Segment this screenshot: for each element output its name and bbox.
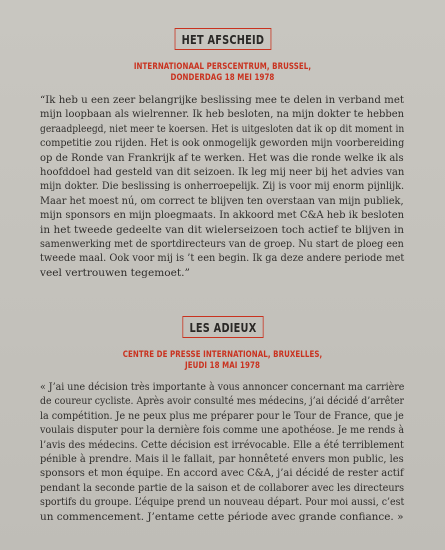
dutch-statement-line: Maar het moest nú, om correct te blijven ten overstaan van mijn publiek, xyxy=(40,194,404,207)
dutch-statement-line: mijn sponsors en mijn ploegmaats. In akkoord met C&A heb ik besloten xyxy=(40,209,405,222)
french-statement-line: pénible à prendre. Mais il le fallait, par honnêteté envers mon public, les xyxy=(40,453,404,466)
french-statement-line: l’avis des médecins. Cette décision est irrévocable. Elle a été terriblement xyxy=(40,438,404,451)
dutch-statement-line: veel vertrouwen tegemoet.” xyxy=(40,266,190,279)
french-statement-line: sportifs du groupe. L’équipe prend un nouveau départ. Pour moi aussi, c’est xyxy=(40,496,405,509)
dutch-meta-date: DONDERDAG 18 MEI 1978 xyxy=(170,73,275,83)
french-meta-location: CENTRE DE PRESSE INTERNATIONAL, BRUXELLES, xyxy=(122,350,323,360)
dutch-statement xyxy=(40,93,404,280)
dutch-heading-wrap xyxy=(0,28,445,50)
french-heading-wrap xyxy=(0,316,445,338)
dutch-statement-line: in het tweede gedeelte van dit wielerseizoen toch actief te blijven in xyxy=(40,223,405,236)
french-statement-line: « J’ai une décision très importante à vous annoncer concernant ma carrière xyxy=(40,381,405,393)
french-meta-date: JEUDI 18 MAI 1978 xyxy=(185,361,260,371)
dutch-statement-line: geraadpleegd, niet meer te koersen. Het is uitgesloten dat ik op dit moment in xyxy=(40,122,405,135)
french-statement-line: pendant la seconde partie de la saison et de collaborer avec les directeurs xyxy=(40,481,405,494)
dutch-statement-line: mijn loopbaan als wielrenner. Ik heb besloten, na mijn dokter te hebben xyxy=(40,108,405,121)
french-statement-line: un commencement. J’entame cette période avec grande confiance. » xyxy=(40,510,404,523)
dutch-statement-line: “Ik heb u een zeer belangrijke beslissing mee te delen in verband met xyxy=(40,94,405,106)
dutch-statement-line: competitie zou rijden. Het is ook onmogelijk geworden mijn voorbereiding xyxy=(40,137,405,150)
french-statement-line: sponsors et mon équipe. En accord avec C&A, j’ai décidé de rester actif xyxy=(40,467,404,480)
dutch-meta xyxy=(0,62,445,84)
french-statement xyxy=(40,380,404,524)
dutch-statement-line: samenwerking met de sportdirecteurs van de groep. Nu start de ploeg een xyxy=(40,238,404,251)
dutch-statement-line: op de Ronde van Frankrijk af te werken. Het was die ronde welke ik als xyxy=(40,151,404,164)
french-statement-line: la compétition. Je ne peux plus me préparer pour le Tour de France, que je xyxy=(40,409,404,422)
french-meta xyxy=(0,350,445,372)
dutch-statement-line: hoofddoel had gesteld van dit seizoen. Ik leg mij neer bij het advies van xyxy=(40,166,405,179)
dutch-heading: HET AFSCHEID xyxy=(174,28,271,50)
dutch-statement-line: mijn dokter. Die beslissing is onherroepelijk. Zij is voor mij enorm pijnlijk. xyxy=(40,180,405,193)
dutch-statement-line: tweede maal. Ook voor mij is ’t een begin. Ik ga deze andere periode met xyxy=(40,252,405,265)
dutch-meta-location: INTERNATIONAAL PERSCENTRUM, BRUSSEL, xyxy=(133,62,312,72)
french-heading: LES ADIEUX xyxy=(182,316,263,338)
french-statement-line: de coureur cycliste. Après avoir consulté mes médecins, j’ai décidé d’arrêter xyxy=(40,395,405,408)
french-statement-line: voulais disputer pour la dernière fois comme une apothéose. Je me rends à xyxy=(40,424,405,437)
